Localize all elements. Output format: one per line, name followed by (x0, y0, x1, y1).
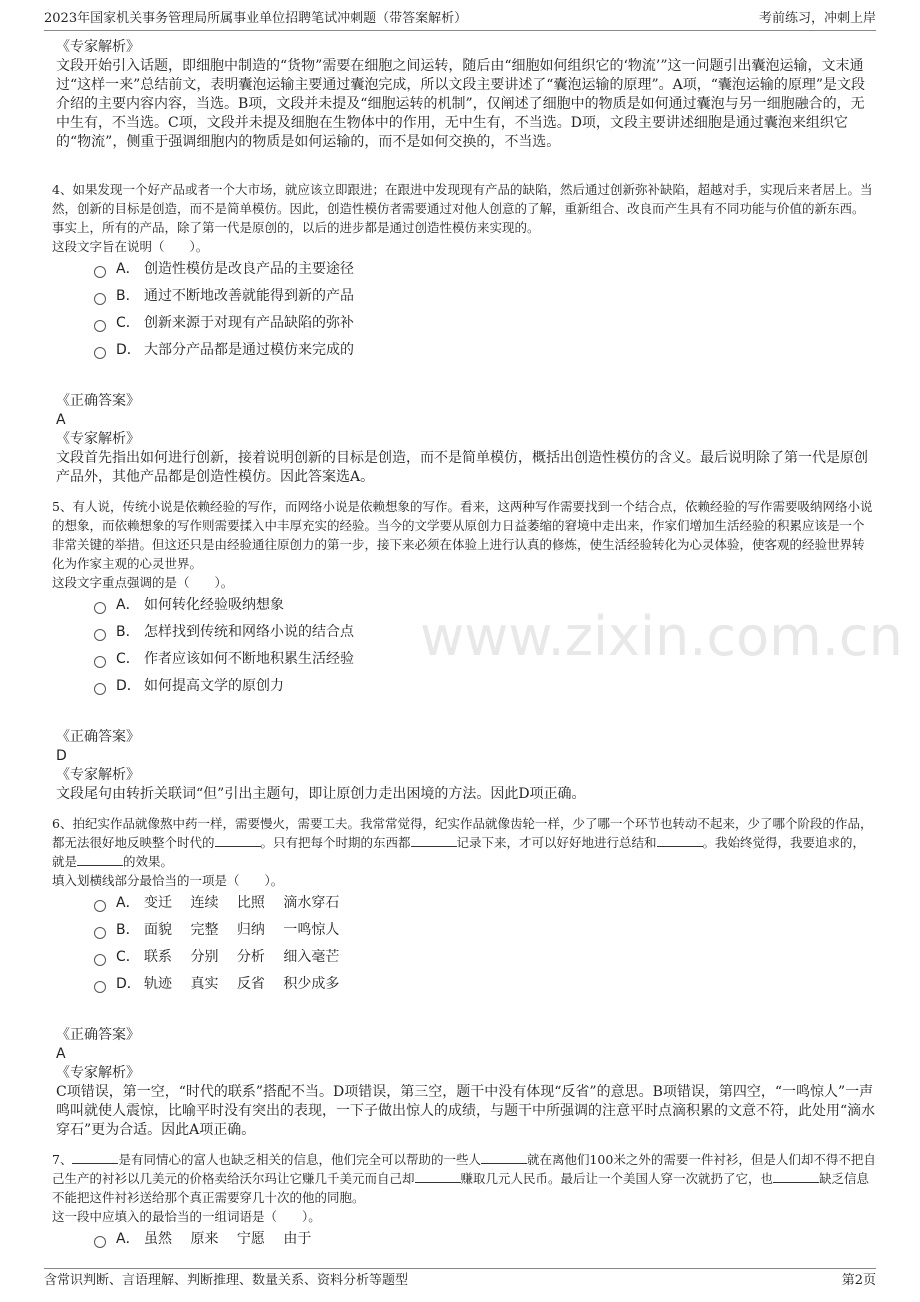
question-4-answer: A (56, 412, 66, 428)
question-5-answer: D (56, 748, 67, 764)
option-5c[interactable]: C． 作者应该如何不断地积累生活经验 (94, 646, 876, 673)
question-5-explanation: 文段尾句由转折关联词“但”引出主题句，即让原创力走出困境的方法。因此D项正确。 (56, 786, 586, 802)
option-4b[interactable]: B． 通过不断地改善就能得到新的产品 (94, 283, 876, 310)
radio-icon[interactable] (94, 954, 106, 966)
explain-label: 《专家解析》 (56, 431, 140, 447)
option-5a[interactable]: A． 如何转化经验吸纳想象 (94, 592, 876, 619)
question-6-answer: A (56, 1046, 66, 1062)
question-5-stem: 这段文字重点强调的是（ ）。 (52, 575, 234, 590)
question-5-options (56, 592, 876, 700)
radio-icon[interactable] (94, 1236, 106, 1248)
option-4a[interactable]: A． 创造性模仿是改良产品的主要途径 (94, 256, 876, 283)
option-6a[interactable]: A． 变迁 连续 比照 滴水穿石 (94, 890, 876, 917)
question-5-text: 5、有人说，传统小说是依赖经验的写作，而网络小说是依赖想象的写作。看来，这两种写作需要找到一个结合点，依赖经验的写作需要吸纳网络小说的想象，而依赖想象的写作则需要揉入中丰厚充实的经验。当今的文学要从原创力日益萎缩的窘境中走出来，作家们增加生活经验的积累应该是一个非常关键的举措。但这还只是由经验通往原创力的第一步，接下来必须在体验上进行认真的修炼，使生活经验转化为心灵体验，使客观的经验世界转化为作家主观的心灵世界。 (52, 499, 873, 571)
question-6-text: 6、拍纪实作品就像熬中药一样，需要慢火，需要工夫。我常常觉得，纪实作品就像齿轮一样，少了哪一个环节也转动不起来，少了哪个阶段的作品，都无法很好地反映整个时代的 。只有把每个时期的东西都 记录下来，才可以好好地进行总结和 。我始终觉得，我要追求的，就是 的效果。 (52, 816, 873, 869)
page-footer (44, 1268, 876, 1293)
option-4c[interactable]: C． 创新来源于对现有产品缺陷的弥补 (94, 310, 876, 337)
page-content (52, 38, 876, 1253)
question-6-stem: 填入划横线部分最恰当的一项是（ ）。 (52, 873, 284, 888)
answer-label: 《正确答案》 (56, 729, 140, 745)
footer-note: 含常识判断、言语理解、判断推理、数量关系、资料分析等题型 (44, 1273, 409, 1288)
radio-icon[interactable] (94, 981, 106, 993)
radio-icon[interactable] (94, 266, 106, 278)
radio-icon[interactable] (94, 320, 106, 332)
radio-icon[interactable] (94, 347, 106, 359)
answer-label: 《正确答案》 (56, 1027, 140, 1043)
option-6d[interactable]: D． 轨迹 真实 反省 积少成多 (94, 971, 876, 998)
explain-label: 《专家解析》 (56, 1065, 140, 1081)
question-6-options (56, 890, 876, 998)
explain-label: 《专家解析》 (56, 39, 140, 55)
document-title: 2023年国家机关事务管理局所属事业单位招聘笔试冲刺题（带答案解析） (44, 11, 468, 26)
radio-icon[interactable] (94, 656, 106, 668)
question-6-explanation: C项错误，第一空，“时代的联系”搭配不当。D项错误，第三空，题干中没有体现“反省”的意思。B项错误，第四空，“一鸣惊人”一声鸣叫就使人震惊，比喻平时没有突出的表现，一下子做出惊人的成绩，与题干中所强调的注意平时点滴积累的文意不符，此处用“滴水穿石”更为合适。因此A项正确。 (56, 1084, 876, 1138)
question-7-stem: 这一段中应填入的最恰当的一组词语是（ ）。 (52, 1209, 321, 1224)
option-4d[interactable]: D． 大部分产品都是通过模仿来完成的 (94, 337, 876, 364)
question-4-text: 4、如果发现一个好产品或者一个大市场，就应该立即跟进；在跟进中发现现有产品的缺陷，然后通过创新弥补缺陷，超越对手，实现后来者居上。当然，创新的目标是创造，而不是简单模仿。因此，创造性模仿者需要通过对他人创意的了解，重新组合、改良而产生具有不同功能与价值的新东西。事实上，所有的产品，除了第一代是原创的，以后的进步都是通过创造性模仿来实现的。 (52, 182, 873, 235)
option-5d[interactable]: D． 如何提高文学的原创力 (94, 673, 876, 700)
explanation-prev: 文段开始引入话题，即细胞中制造的“货物”需要在细胞之间运转，随后由“细胞如何组织它的‘物流’”这一问题引出囊泡运输，文末通过“这样一来”总结前文，表明囊泡运输主要通过囊泡完成，所以文段主要讲述了“囊泡运输的原理”。A项，“囊泡运输的原理”是文段介绍的主要内容内容，当选。B项，文段并未提及“细胞运转的机制”，仅阐述了细胞中的物质是如何通过囊泡与另一细胞融合的，无中生有，不当选。C项，文段并未提及细胞在生物体中的作用，无中生有，不当选。D项，文段主要讲述细胞是通过囊泡来组织它的“物流”，侧重于强调细胞内的物质是如何运输的，而不是如何交换的，不当选。 (56, 58, 866, 150)
radio-icon[interactable] (94, 900, 106, 912)
answer-label: 《正确答案》 (56, 393, 140, 409)
question-7-text: 7、 是有同情心的富人也缺乏相关的信息，他们完全可以帮助的一些人 就在离他们100米之外的需要一件衬衫，但是人们却不得不把自己生产的衬衫以几美元的价格卖给沃尔玛让它赚几千美元而自己却 赚取几元人民币。最后让一个美国人穿一次就扔了它，也 缺乏信息不能把这件衬衫送给那个真正需要穿几十次的他的同胞。 (52, 1152, 876, 1205)
radio-icon[interactable] (94, 683, 106, 695)
option-6b[interactable]: B． 面貌 完整 归纳 一鸣惊人 (94, 917, 876, 944)
radio-icon[interactable] (94, 927, 106, 939)
radio-icon[interactable] (94, 293, 106, 305)
option-7a[interactable]: A． 虽然 原来 宁愿 由于 (94, 1226, 876, 1253)
watermark: www.zixin.com.cn (420, 605, 903, 668)
question-4-options (56, 256, 876, 364)
radio-icon[interactable] (94, 602, 106, 614)
option-6c[interactable]: C． 联系 分别 分析 细入毫芒 (94, 944, 876, 971)
question-4-stem: 这段文字旨在说明（ ）。 (52, 239, 209, 254)
header-slogan: 考前练习，冲刺上岸 (758, 11, 876, 26)
question-7-options (56, 1226, 876, 1253)
radio-icon[interactable] (94, 629, 106, 641)
explain-label: 《专家解析》 (56, 767, 140, 783)
option-5b[interactable]: B． 怎样找到传统和网络小说的结合点 (94, 619, 876, 646)
question-4-explanation: 文段首先指出如何进行创新，接着说明创新的目标是创造，而不是简单模仿，概括出创造性模仿的含义。最后说明除了第一代是原创产品外，其他产品都是创造性模仿。因此答案选A。 (56, 450, 868, 485)
page-number: 第2页 (841, 1273, 876, 1288)
page-header (44, 8, 876, 31)
